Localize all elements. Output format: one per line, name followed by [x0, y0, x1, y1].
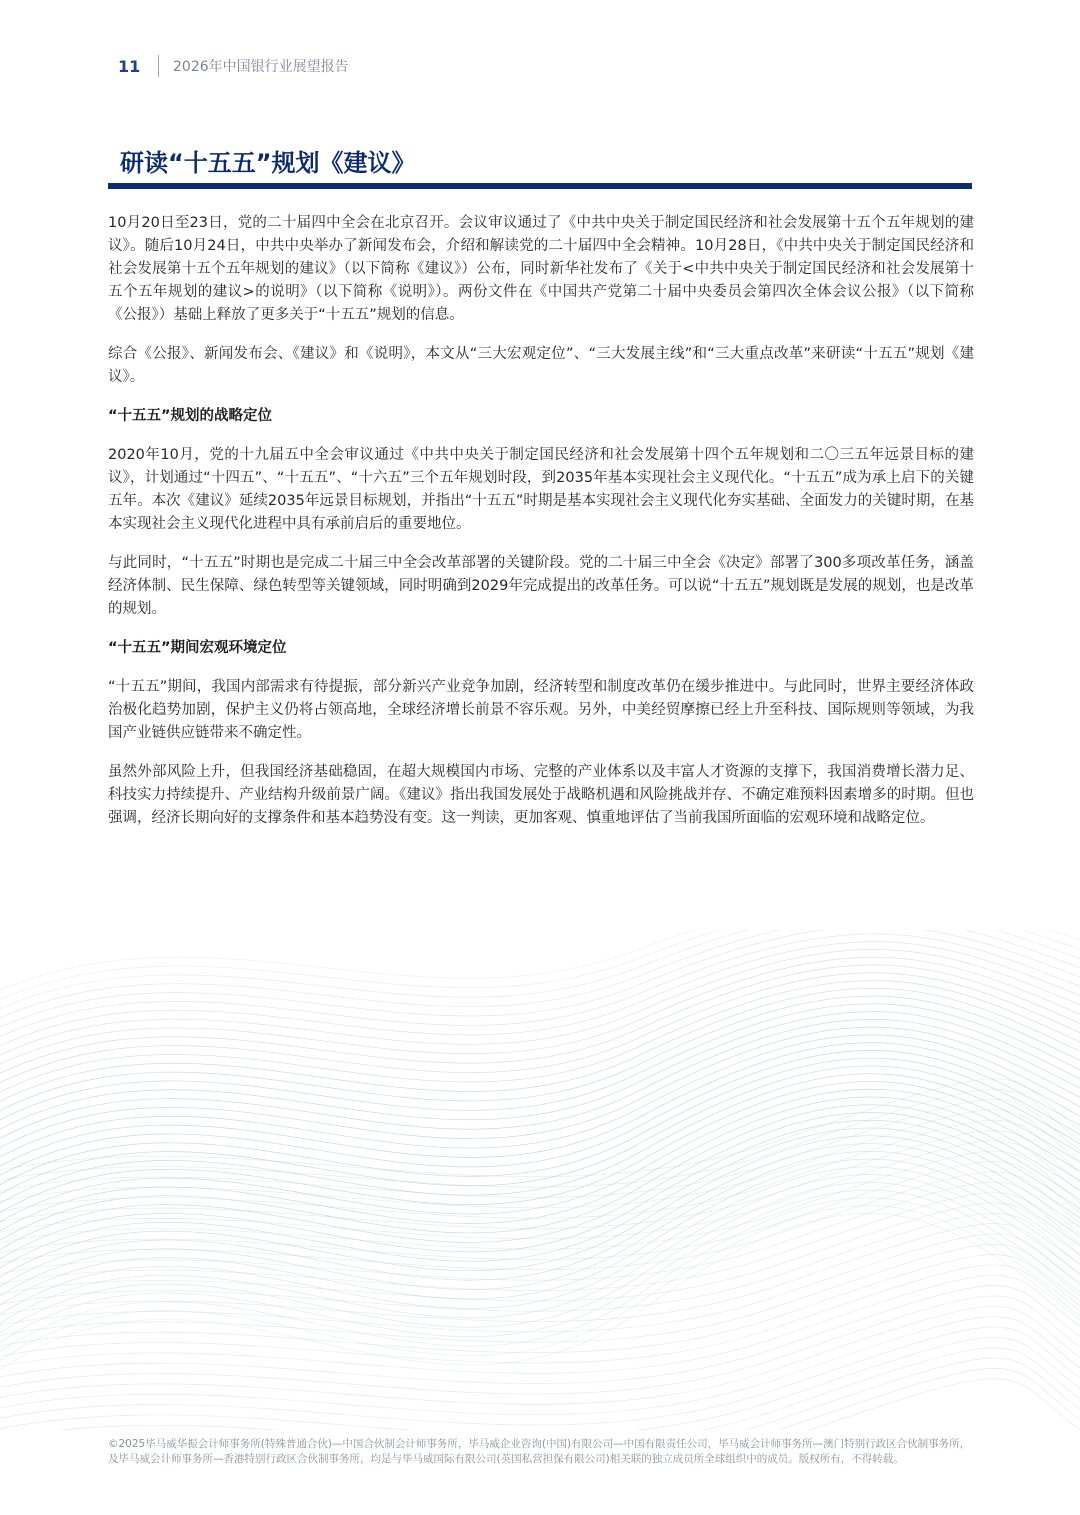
wave-line [0, 1027, 1080, 1147]
wave-line [0, 981, 1080, 1092]
paragraph-macro-1: “十五五”期间，我国内部需求有待提振，部分新兴产业竞争加剧，经济转型和制度改革仍在缓步推进中。与此同时，世界主要经济体政治极化趋势加剧，保护主义仍将占领高地，全球经济增长前景不容乐观。另外，中美经贸摩擦已经上升至科技、国际规则等领域，为我国产业链供应链带来不确定性。 [108, 679, 974, 741]
wave-line [0, 1066, 1080, 1194]
wave-line [0, 930, 1080, 1009]
title-underline [108, 183, 972, 189]
wave-line [0, 1097, 1080, 1231]
paragraph-macro-2: 虽然外部风险上升，但我国经济基础稳固，在超大规模国内市场、完整的产业体系以及丰富人才资源的支撑下，我国消费增长潜力足、科技实力持续提升、产业结构升级前景广阔。《建议》指出我国发展处于战略机遇和风险挑战并存、不确定难预料因素增多的时期。但也强调，经济长期向好的支撑条件和基本趋势没有变。这一判读，更加客观、慎重地评估了当前我国所面临的宏观环境和战略定位。 [108, 764, 974, 826]
wave-line [0, 1327, 1080, 1425]
wave-line [0, 1275, 1080, 1373]
wave-line [0, 1035, 1080, 1157]
wave-line [0, 1306, 1080, 1404]
wave-line [0, 1151, 1080, 1249]
subheading-macro-environment: “十五五”期间宏观环境定位 [108, 640, 287, 656]
wave-line [0, 1224, 1080, 1322]
header-divider [158, 55, 159, 77]
paragraph-overview: 综合《公报》、新闻发布会、《建议》和《说明》，本文从“三大宏观定位”、“三大发展主线”和“三大重点改革”来研读“十五五”规划《建议》。 [108, 346, 974, 385]
wave-line [0, 1368, 1080, 1430]
paragraph-intro: 10月20日至23日，党的二十届四中全会在北京召开。会议审议通过了《中共中央关于制定国民经济和社会发展第十五个五年规划的建议》。随后10月24日，中共中央举办了新闻发布会，介绍和解读党的二十届四中全会精神。10月28日，《中共中央关于制定国民经济和社会发展第十五个五年规划的建议》（以下简称《建议》）公布，同时新华社发布了《关于<中共中央关于制定国民经济和社会发展第十五个五年规划的建议>的说明》（以下简称《说明》）。两份文件在《中国共产党第二十届中央委员会第四次全体会议公报》（以下简称《公报》）基础上释放了更多关于“十五五”规划的信息。 [108, 215, 974, 323]
wave-line [0, 1089, 1080, 1222]
wave-line [0, 934, 1080, 1036]
article-body [108, 212, 974, 846]
section-title: 研读“十五五”规划《建议》 [120, 149, 416, 177]
wave-line [0, 1348, 1080, 1430]
wave-line [0, 1074, 1080, 1204]
wave-line [0, 1089, 1080, 1187]
wave-line [0, 996, 1080, 1110]
wave-line [0, 1213, 1080, 1311]
wave-line [0, 1286, 1080, 1384]
wave-line [0, 1110, 1080, 1208]
wave-line [0, 1265, 1080, 1363]
copyright-footer: ©2025毕马威华振会计师事务所(特殊普通合伙)—中国合伙制会计师事务所，毕马威企业咨询(中国)有限公司—中国有限责任公司，毕马威会计师事务所—澳门特别行政区合伙制事务所，及毕马威会计师事务所—香港特别行政区合伙制事务所，均是与毕马威国际有限公司(英国私营担保有限公司)相关联的独立成员所全球组织中的成员。版权所有，不得转载。 [108, 1438, 971, 1465]
paragraph-strategic-2: 与此同时，“十五五”时期也是完成二十届三中全会改革部署的关键阶段。党的二十届三中全会《决定》部署了300多项改革任务，涵盖经济体制、民生保障、绿色转型等关键领域，同时明确到2029年完成提出的改革任务。可以说“十五五”规划既是发展的规划，也是改革的规划。 [108, 555, 974, 617]
subheading-strategic-positioning: “十五五”规划的战略定位 [108, 408, 273, 424]
page-number: 11 [118, 56, 141, 76]
wave-line [0, 1203, 1080, 1301]
wave-line [0, 988, 1080, 1101]
wave-line [0, 1081, 1080, 1212]
wave-line [0, 1255, 1080, 1353]
wave-line [0, 930, 1080, 990]
decorative-wave-background [0, 930, 1080, 1430]
wave-line [0, 1317, 1080, 1415]
paragraph-strategic-1: 2020年10月，党的十九届五中全会审议通过《中共中央关于制定国民经济和社会发展第十四个五年规划和二〇三五年远景目标的建议》，计划通过“十四五”、“十五五”、“十六五”三个五年规划时段，到2035年基本实现社会主义现代化。“十五五”成为承上启下的关键五年。本次《建议》延续2035年远景目标规划，并指出“十五五”时期是基本实现社会主义现代化夯实基础、全面发力的关键时期，在基本实现社会主义现代化进程中具有承前启后的重要地位。 [108, 447, 974, 532]
wave-line [0, 930, 1080, 999]
wave-line [0, 1172, 1080, 1270]
page-header [118, 55, 349, 77]
wave-line [0, 1141, 1080, 1239]
wave-line [0, 1198, 1080, 1352]
report-title: 2026年中国银行业展望报告 [173, 59, 349, 75]
wave-line [0, 1058, 1080, 1184]
wave-line [0, 1079, 1080, 1177]
wave-line [0, 1120, 1080, 1259]
